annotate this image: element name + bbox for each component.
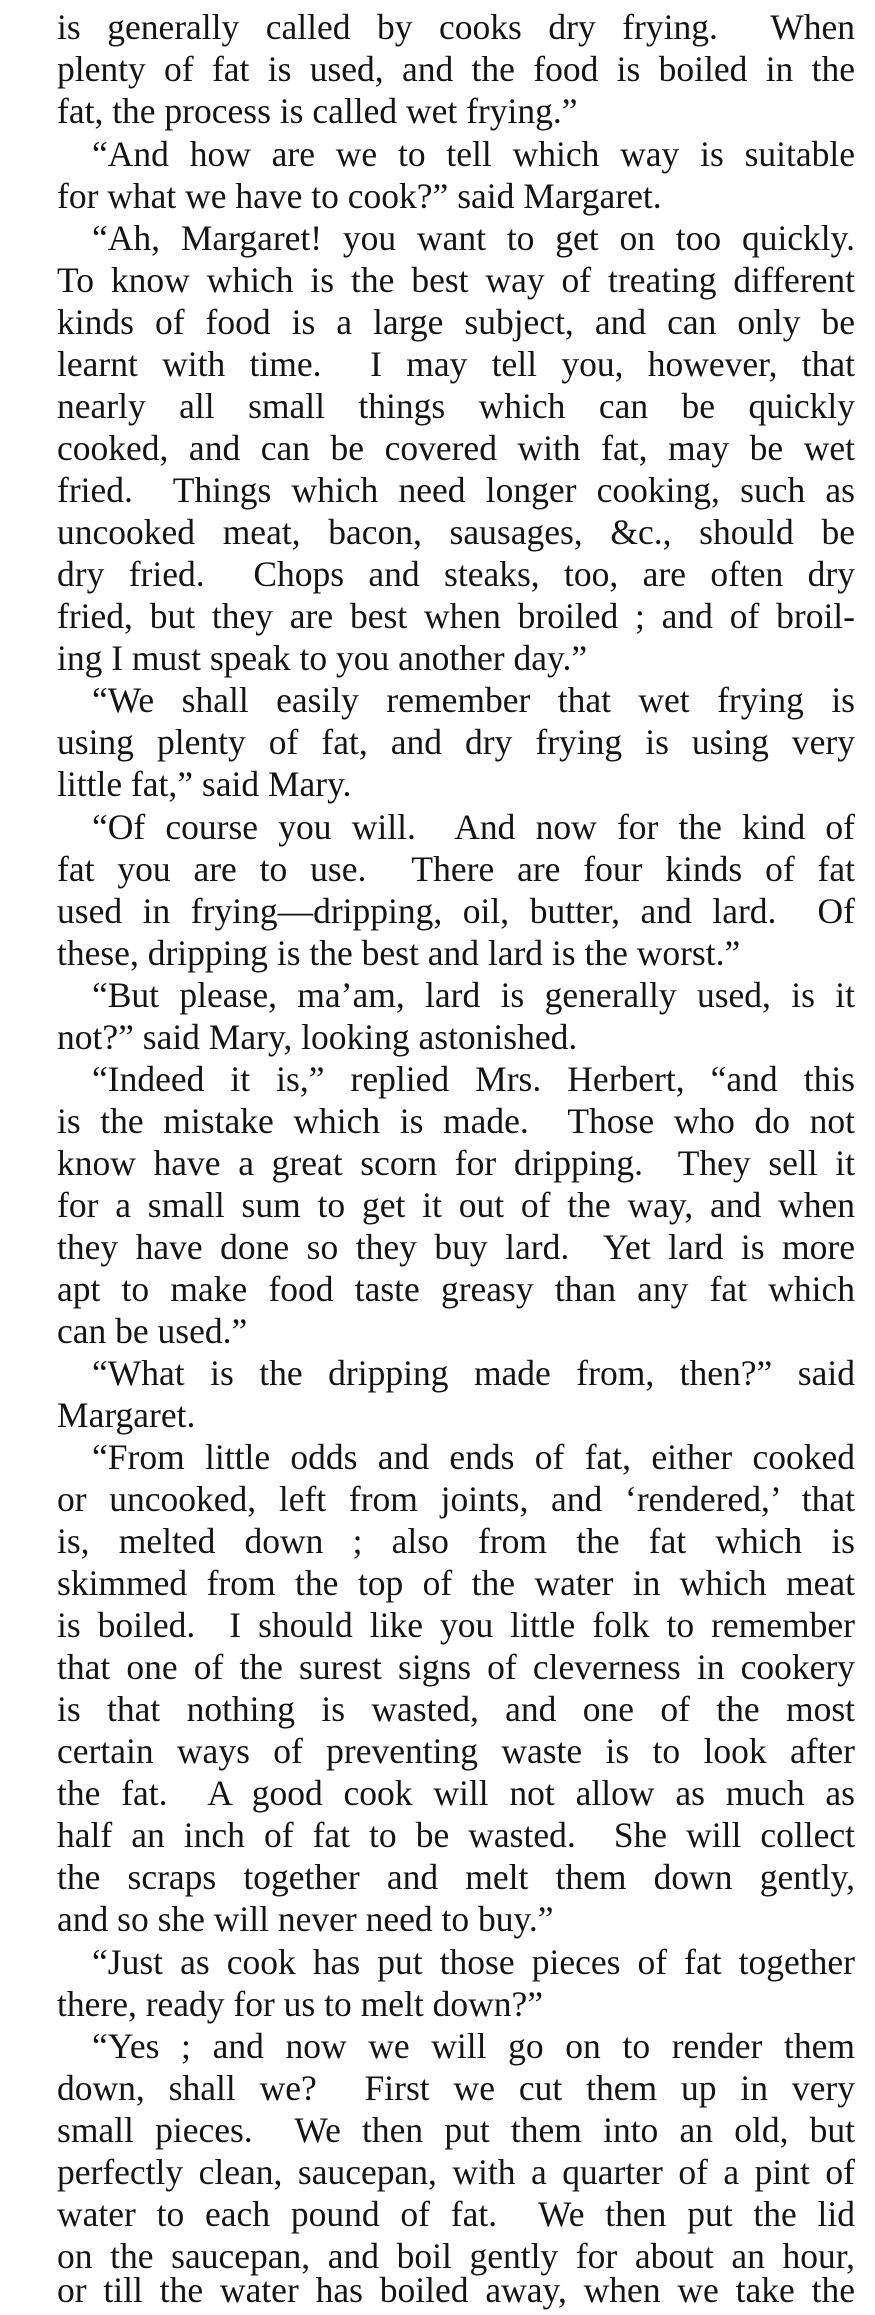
text-line: and so she will never need to buy.” <box>57 1899 554 1939</box>
text-line: fat, the process is called wet frying.” <box>57 91 578 131</box>
text-line: ing I must speak to you another day.” <box>57 638 588 678</box>
text-line: is generally called by cooks dry frying. When <box>57 7 855 47</box>
text-line: certain ways of preventing waste is to look after <box>57 1731 855 1771</box>
text-line: uncooked meat, bacon, sausages, &c., should be <box>57 512 855 552</box>
text-line: not?” said Mary, looking astonished. <box>57 1017 578 1057</box>
text-line: is that nothing is wasted, and one of the most <box>57 1689 855 1729</box>
text-line: the fat. A good cook will not allow as much as <box>57 1773 855 1813</box>
text-line: know have a great scorn for dripping. They sell it <box>57 1143 855 1183</box>
text-line: for a small sum to get it out of the way, and when <box>57 1185 855 1225</box>
text-line: To know which is the best way of treating different <box>57 260 855 300</box>
text-line: down, shall we? First we cut them up in very <box>57 2068 855 2108</box>
text-line: “We shall easily remember that wet frying is <box>92 680 855 720</box>
text-line: “But please, ma’am, lard is generally used, is it <box>92 975 855 1015</box>
text-line: apt to make food taste greasy than any fat which <box>57 1269 855 1309</box>
text-line: used in frying—dripping, oil, butter, and lard. Of <box>57 891 855 931</box>
text-line: is the mistake which is made. Those who do not <box>57 1101 855 1141</box>
text-line: learnt with time. I may tell you, however, that <box>57 344 855 384</box>
text-line: on the saucepan, and boil gently for about an hour, <box>57 2236 855 2276</box>
text-line: is boiled. I should like you little folk to remember <box>57 1605 855 1645</box>
text-line: the scraps together and melt them down gently, <box>57 1857 855 1897</box>
text-line: “From little odds and ends of fat, either cooked <box>92 1437 855 1477</box>
text-line: fried, but they are best when broiled ; and of broil- <box>57 596 855 636</box>
text-line: “Of course you will. And now for the kind of <box>92 807 855 847</box>
text-line: or uncooked, left from joints, and ‘rendered,’ that <box>57 1479 855 1519</box>
text-line: Margaret. <box>57 1395 196 1435</box>
text-line: these, dripping is the best and lard is the worst.” <box>57 933 741 973</box>
text-line: cooked, and can be covered with fat, may be wet <box>57 428 855 468</box>
text-line: water to each pound of fat. We then put the lid <box>57 2194 855 2234</box>
text-line: dry fried. Chops and steaks, too, are often dry <box>57 554 855 594</box>
text-line: “Yes ; and now we will go on to render them <box>92 2026 855 2066</box>
text-line: little fat,” said Mary. <box>57 764 352 804</box>
text-line: “What is the dripping made from, then?” said <box>92 1353 855 1393</box>
text-line: using plenty of fat, and dry frying is using very <box>57 722 855 762</box>
text-line: “Just as cook has put those pieces of fat together <box>92 1942 855 1982</box>
text-line: skimmed from the top of the water in which meat <box>57 1563 855 1603</box>
text-line: “Ah, Margaret! you want to get on too quickly. <box>92 218 855 258</box>
text-line: “Indeed it is,” replied Mrs. Herbert, “and this <box>92 1059 855 1099</box>
text-line: they have done so they buy lard. Yet lard is more <box>57 1227 855 1267</box>
text-line: “And how are we to tell which way is suitable <box>92 134 855 174</box>
text-line: kinds of food is a large subject, and can only be <box>57 302 855 342</box>
text-line: for what we have to cook?” said Margaret. <box>57 176 662 216</box>
text-line: fat you are to use. There are four kinds of fat <box>57 849 855 889</box>
text-line: small pieces. We then put them into an old, but <box>57 2110 855 2150</box>
text-line: there, ready for us to melt down?” <box>57 1984 543 2024</box>
text-line: or till the water has boiled away, when we take the <box>57 2270 855 2310</box>
text-line: can be used.” <box>57 1311 248 1351</box>
text-line: half an inch of fat to be wasted. She will collect <box>57 1815 855 1855</box>
text-line: nearly all small things which can be quickly <box>57 386 855 426</box>
text-line: plenty of fat is used, and the food is boiled in the <box>57 49 855 89</box>
text-line: perfectly clean, saucepan, with a quarter of a pint of <box>57 2152 855 2192</box>
text-line: fried. Things which need longer cooking, such as <box>57 470 855 510</box>
text-line: that one of the surest signs of cleverness in cookery <box>57 1647 855 1687</box>
text-line: is, melted down ; also from the fat which is <box>57 1521 855 1561</box>
